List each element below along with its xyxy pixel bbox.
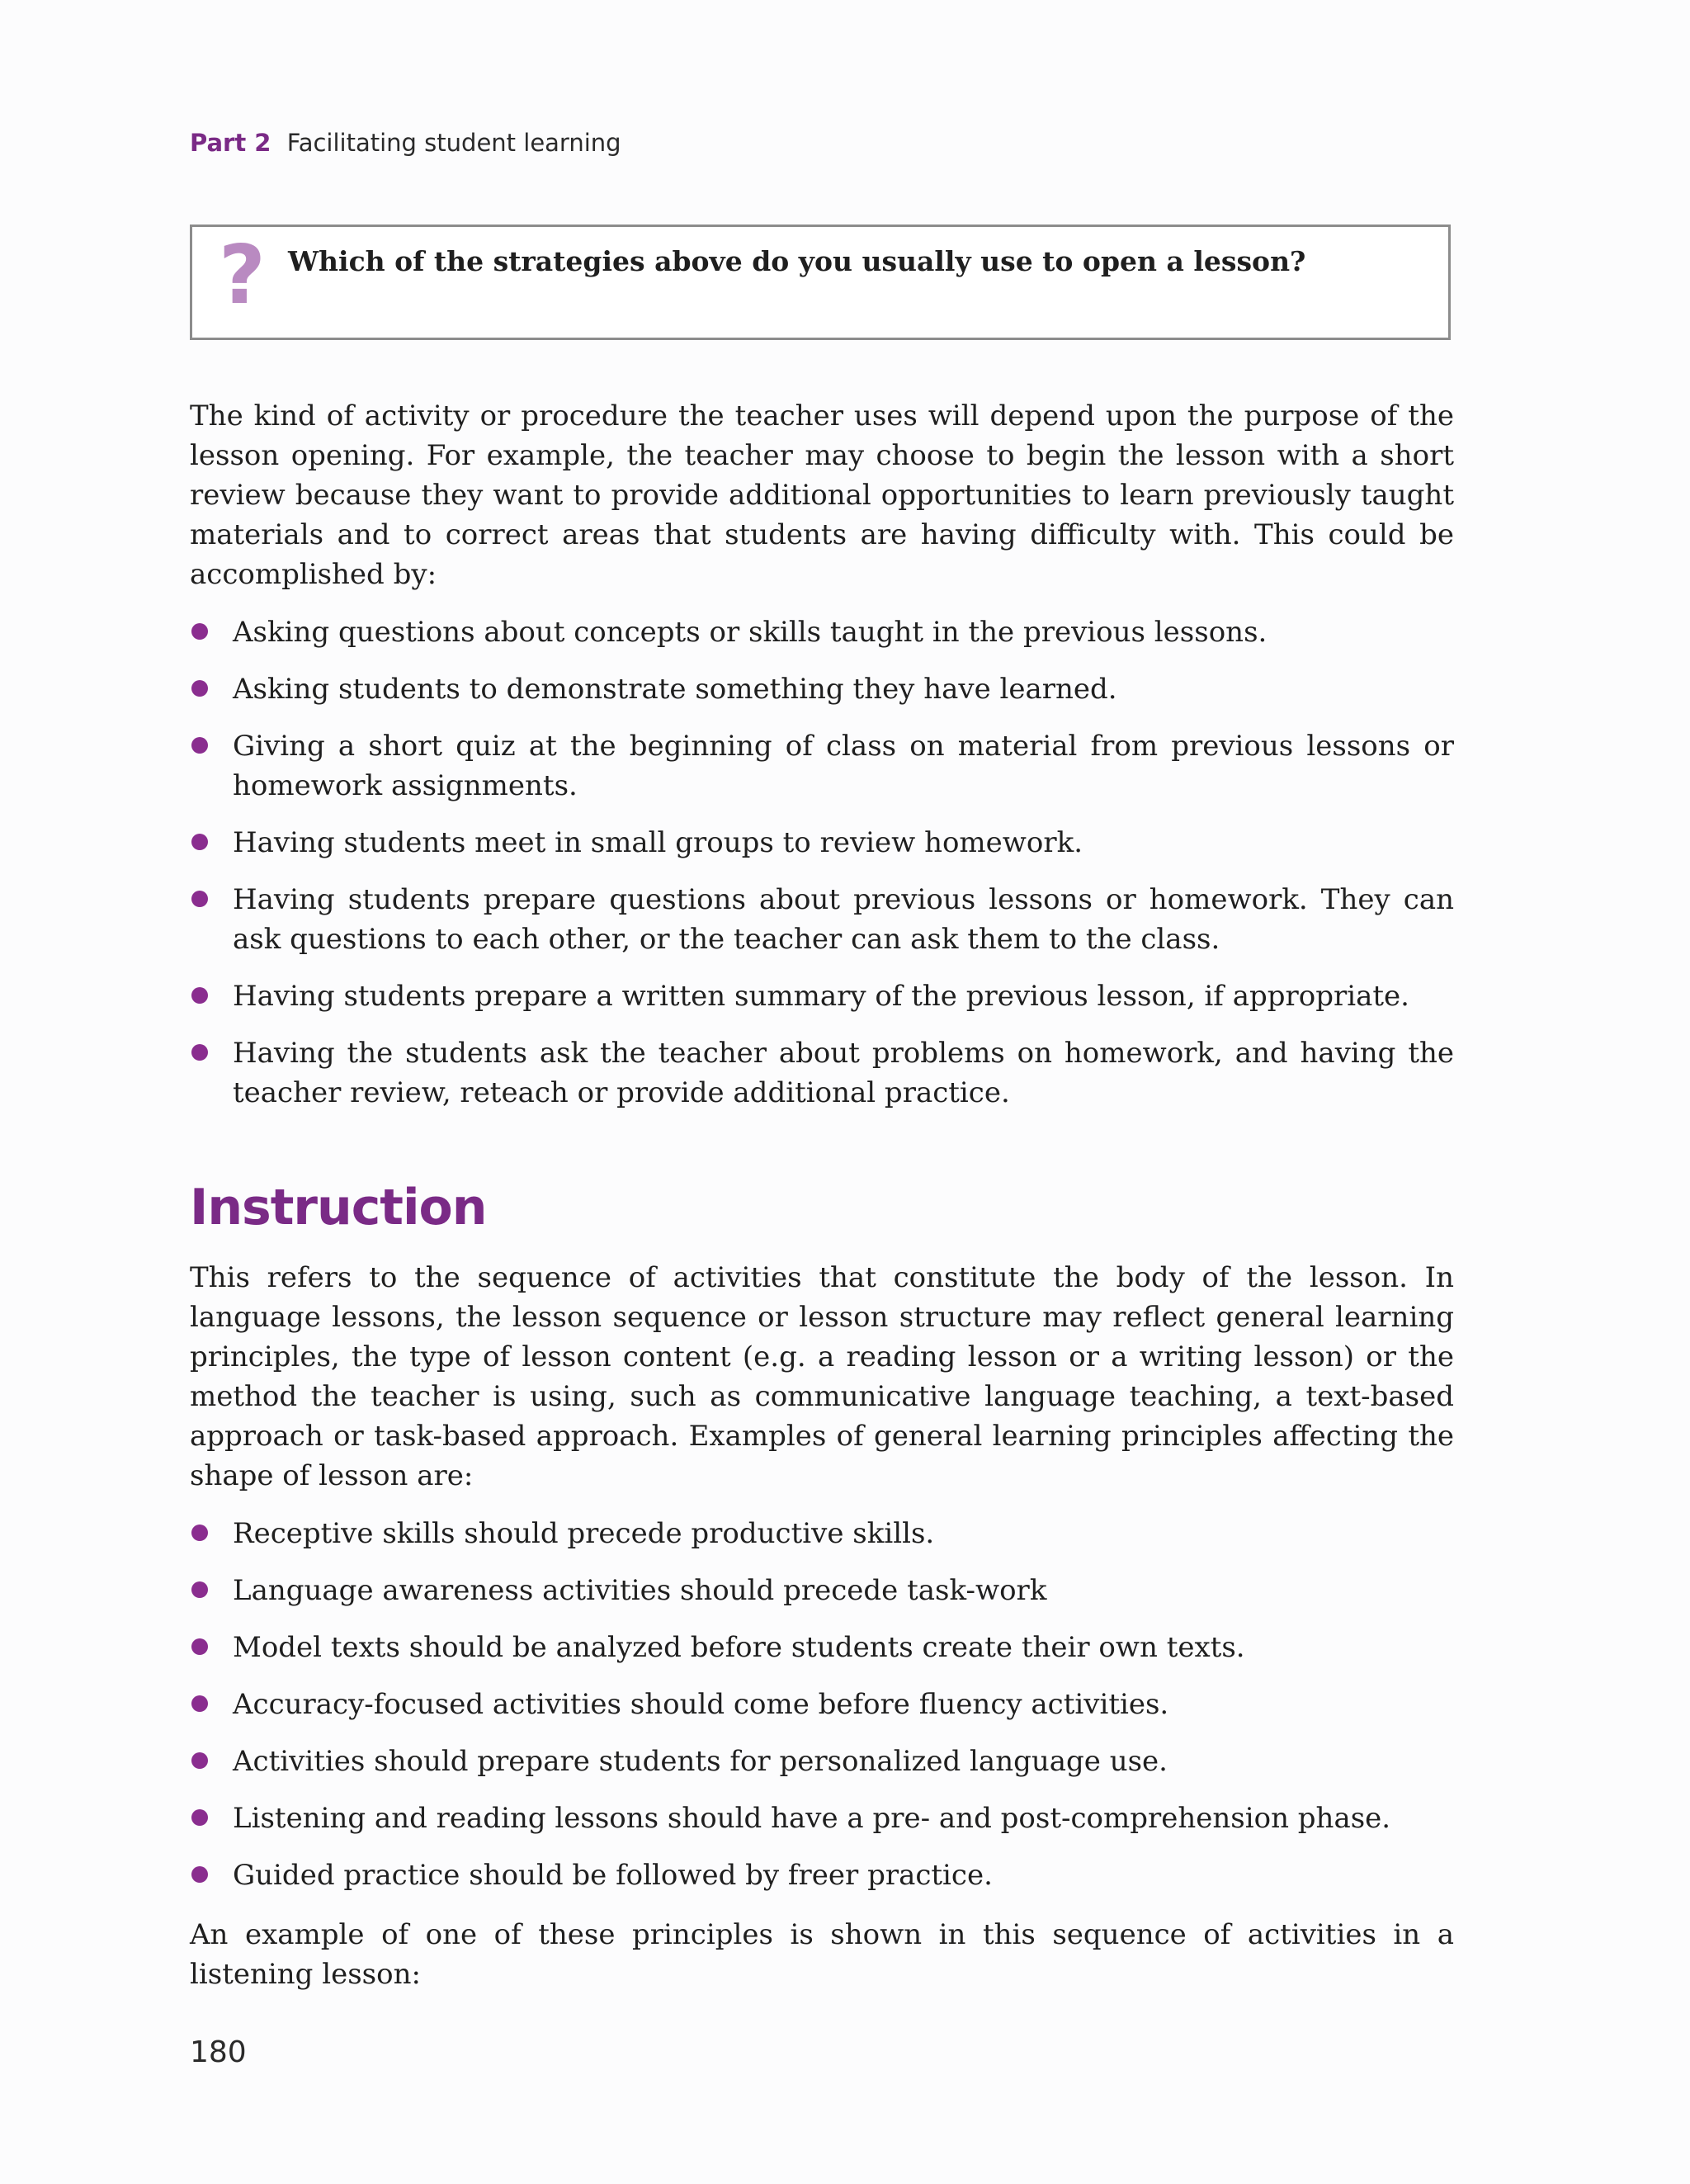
bullet-icon: [191, 1809, 208, 1826]
list-item-text: Having students prepare questions about previous lessons or homework. They can ask questions to each other, or the teacher can ask them to the class.: [233, 883, 1454, 956]
list-item-text: Giving a short quiz at the beginning of class on material from previous lessons or homework assignments.: [233, 730, 1454, 802]
list-item: [190, 669, 1454, 709]
section-heading-instruction: Instruction: [190, 1179, 487, 1236]
list-item-text: Listening and reading lessons should have a pre- and post-comprehension phase.: [233, 1802, 1391, 1835]
bullet-icon: [191, 1752, 208, 1769]
list-item-text: Language awareness activities should precede task-work: [233, 1574, 1047, 1607]
reflection-question-text: Which of the strategies above do you usually use to open a lesson?: [288, 245, 1306, 277]
bullet-icon: [191, 834, 208, 850]
list-item-text: Having students prepare a written summary of the previous lesson, if appropriate.: [233, 980, 1409, 1013]
list-item-text: Having the students ask the teacher about problems on homework, and having the teacher review, reteach or provide additional practice.: [233, 1037, 1454, 1109]
list-item: [190, 726, 1454, 806]
review-strategies-list: [190, 612, 1454, 1130]
list-item: [190, 880, 1454, 959]
list-item-text: Receptive skills should precede productive skills.: [233, 1517, 935, 1550]
list-item: [190, 1742, 1454, 1781]
bullet-icon: [191, 1044, 208, 1061]
learning-principles-list: [190, 1514, 1454, 1912]
list-item-text: Accuracy-focused activities should come before fluency activities.: [233, 1688, 1169, 1721]
bullet-icon: [191, 737, 208, 754]
bullet-icon: [191, 1638, 208, 1655]
paragraph-lesson-opening: The kind of activity or procedure the teacher uses will depend upon the purpose of the lesson opening. For example, the teacher may choose to begin the lesson with a short review because they want to provide additional opportunities to learn previously taught materials and to correct areas that students are having difficulty with. This could be accomplished by:: [190, 399, 1454, 591]
list-item: [190, 976, 1454, 1016]
list-item: [190, 1571, 1454, 1610]
part-label: Part 2: [190, 129, 271, 157]
list-item: [190, 1685, 1454, 1724]
list-item-text: Model texts should be analyzed before students create their own texts.: [233, 1631, 1245, 1664]
list-item: [190, 823, 1454, 863]
list-item: [190, 1514, 1454, 1553]
list-item-text: Activities should prepare students for personalized language use.: [233, 1745, 1168, 1778]
list-item-text: Having students meet in small groups to review homework.: [233, 826, 1083, 859]
paragraph-instruction: This refers to the sequence of activities that constitute the body of the lesson. In language lessons, the lesson sequence or lesson structure may reflect general learning principles, the type of lesson content (e.g. a reading lesson or a writing lesson) or the method the teacher is using, such as communicative language teaching, a text-based approach or task-based approach. Examples of general learning principles affecting the shape of lesson are:: [190, 1261, 1454, 1492]
list-item: [190, 1855, 1454, 1895]
bullet-icon: [191, 1695, 208, 1712]
part-title: Facilitating student learning: [286, 129, 621, 157]
list-item-text: Guided practice should be followed by freer practice.: [233, 1859, 993, 1892]
list-item: [190, 1628, 1454, 1667]
bullet-icon: [191, 987, 208, 1004]
list-item: [190, 612, 1454, 652]
page-number: 180: [190, 2035, 247, 2069]
paragraph-example: An example of one of these principles is shown in this sequence of activities in a listening lesson:: [190, 1918, 1454, 1991]
list-item: [190, 1799, 1454, 1838]
bullet-icon: [191, 891, 208, 907]
running-head: [190, 129, 621, 157]
bullet-icon: [191, 1525, 208, 1541]
question-mark-icon: ?: [219, 229, 266, 323]
reflection-question-box: [190, 225, 1451, 340]
list-item-text: Asking questions about concepts or skills taught in the previous lessons.: [233, 616, 1268, 649]
bullet-icon: [191, 680, 208, 697]
bullet-icon: [191, 623, 208, 640]
list-item: [190, 1033, 1454, 1113]
list-item-text: Asking students to demonstrate something they have learned.: [233, 673, 1117, 706]
bullet-icon: [191, 1866, 208, 1883]
bullet-icon: [191, 1581, 208, 1598]
